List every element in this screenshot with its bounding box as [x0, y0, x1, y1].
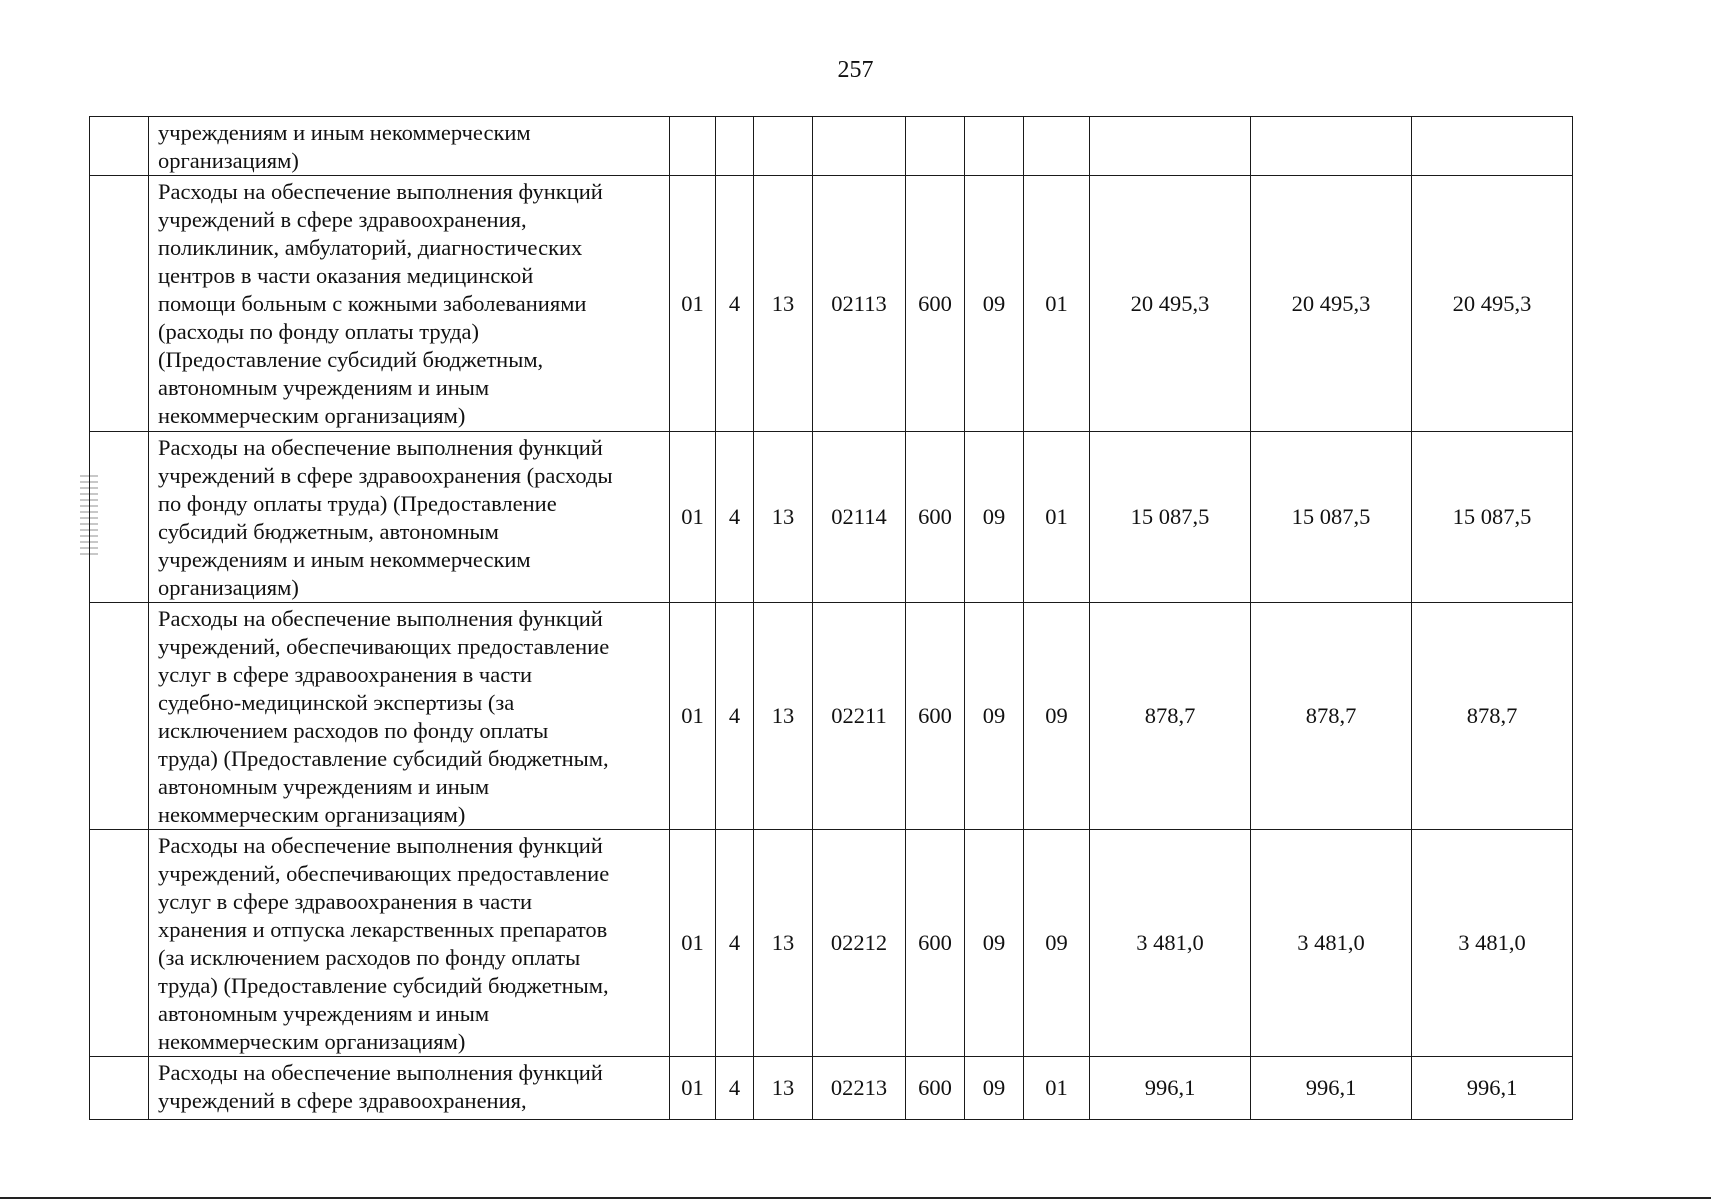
description-line: некоммерческим организациям) — [158, 1029, 466, 1054]
description-line: Расходы на обеспечение выполнения функций — [158, 179, 603, 204]
amount-year-2-cell — [1251, 117, 1412, 176]
description-line: Расходы на обеспечение выполнения функций — [158, 435, 603, 460]
amount-year-3-cell: 996,1 — [1412, 1057, 1573, 1120]
description-line: (Предоставление субсидий бюджетным, — [158, 347, 544, 372]
code-expense-type-cell: 600 — [906, 176, 965, 432]
description-line: учреждений в сфере здравоохранения, — [158, 1088, 527, 1113]
code-subchapter-cell — [1024, 117, 1090, 176]
description-line: организациям) — [158, 575, 299, 600]
description-line: учреждений в сфере здравоохранения (расходы — [158, 463, 613, 488]
description-line: автономным учреждениям и иным — [158, 774, 490, 799]
page-number: 257 — [837, 57, 874, 83]
code-chapter-cell: 09 — [965, 432, 1024, 603]
row-number-cell — [90, 176, 149, 432]
code-section-cell: 4 — [716, 830, 754, 1057]
description-line: исключением расходов по фонду оплаты — [158, 718, 549, 743]
amount-year-1-cell: 20 495,3 — [1090, 176, 1251, 432]
code-section-cell: 4 — [716, 432, 754, 603]
row-number-cell — [90, 1057, 149, 1120]
expense-description-cell — [149, 603, 670, 830]
description-line: (за исключением расходов по фонду оплаты — [158, 945, 581, 970]
code-subchapter-cell: 01 — [1024, 432, 1090, 603]
code-expense-type-cell: 600 — [906, 1057, 965, 1120]
code-chapter-cell: 09 — [965, 176, 1024, 432]
description-line: Расходы на обеспечение выполнения функций — [158, 1060, 603, 1085]
description-line: автономным учреждениям и иным — [158, 1001, 490, 1026]
table-row — [90, 603, 1573, 830]
amount-year-2-cell: 996,1 — [1251, 1057, 1412, 1120]
expense-description-cell — [149, 432, 670, 603]
description-line: помощи больным с кожными заболеваниями — [158, 291, 587, 316]
description-line: автономным учреждениям и иным — [158, 375, 490, 400]
code-section-cell: 4 — [716, 1057, 754, 1120]
code-section-cell: 4 — [716, 176, 754, 432]
budget-table — [89, 116, 1573, 1120]
description-line: Расходы на обеспечение выполнения функций — [158, 606, 603, 631]
description-line: труда) (Предоставление субсидий бюджетным, — [158, 973, 609, 998]
table-row — [90, 117, 1573, 176]
code-subsection-cell: 13 — [754, 176, 813, 432]
description-line: учреждениям и иным некоммерческим — [158, 547, 531, 572]
code-ministry-cell: 01 — [670, 176, 716, 432]
code-target-article-cell: 02113 — [813, 176, 906, 432]
code-subsection-cell: 13 — [754, 830, 813, 1057]
description-line: (расходы по фонду оплаты труда) — [158, 319, 480, 344]
code-ministry-cell — [670, 117, 716, 176]
amount-year-3-cell: 878,7 — [1412, 603, 1573, 830]
description-line: некоммерческим организациям) — [158, 802, 466, 827]
expense-description-cell — [149, 1057, 670, 1120]
code-target-article-cell: 02114 — [813, 432, 906, 603]
code-target-article-cell: 02213 — [813, 1057, 906, 1120]
description-line: некоммерческим организациям) — [158, 403, 466, 428]
amount-year-2-cell: 20 495,3 — [1251, 176, 1412, 432]
code-subchapter-cell: 09 — [1024, 603, 1090, 830]
amount-year-3-cell — [1412, 117, 1573, 176]
code-target-article-cell: 02211 — [813, 603, 906, 830]
code-section-cell: 4 — [716, 603, 754, 830]
amount-year-2-cell: 878,7 — [1251, 603, 1412, 830]
code-ministry-cell: 01 — [670, 432, 716, 603]
code-target-article-cell — [813, 117, 906, 176]
code-expense-type-cell: 600 — [906, 432, 965, 603]
amount-year-3-cell: 3 481,0 — [1412, 830, 1573, 1057]
code-subsection-cell — [754, 117, 813, 176]
code-subsection-cell: 13 — [754, 1057, 813, 1120]
row-number-cell — [90, 603, 149, 830]
page-bottom-rule — [0, 1197, 1711, 1199]
code-chapter-cell: 09 — [965, 603, 1024, 830]
code-chapter-cell: 09 — [965, 830, 1024, 1057]
description-line: учреждений, обеспечивающих предоставление — [158, 861, 610, 886]
code-subchapter-cell: 09 — [1024, 830, 1090, 1057]
table-row — [90, 1057, 1573, 1120]
description-line: хранения и отпуска лекарственных препаратов — [158, 917, 608, 942]
code-ministry-cell: 01 — [670, 830, 716, 1057]
amount-year-1-cell: 878,7 — [1090, 603, 1251, 830]
code-expense-type-cell — [906, 117, 965, 176]
row-number-cell — [90, 117, 149, 176]
description-line: услуг в сфере здравоохранения в части — [158, 662, 533, 687]
amount-year-2-cell: 3 481,0 — [1251, 830, 1412, 1057]
description-line: учреждениям и иным некоммерческим — [158, 120, 531, 145]
description-line: по фонду оплаты труда) (Предоставление — [158, 491, 557, 516]
code-expense-type-cell: 600 — [906, 830, 965, 1057]
code-target-article-cell: 02212 — [813, 830, 906, 1057]
code-subsection-cell: 13 — [754, 603, 813, 830]
code-subchapter-cell: 01 — [1024, 176, 1090, 432]
row-number-cell — [90, 830, 149, 1057]
amount-year-2-cell: 15 087,5 — [1251, 432, 1412, 603]
table-row — [90, 176, 1573, 432]
code-ministry-cell: 01 — [670, 603, 716, 830]
amount-year-3-cell: 20 495,3 — [1412, 176, 1573, 432]
row-number-cell — [90, 432, 149, 603]
code-chapter-cell: 09 — [965, 1057, 1024, 1120]
code-expense-type-cell: 600 — [906, 603, 965, 830]
expense-description-cell — [149, 117, 670, 176]
description-line: центров в части оказания медицинской — [158, 263, 534, 288]
description-line: услуг в сфере здравоохранения в части — [158, 889, 533, 914]
description-line: учреждений в сфере здравоохранения, — [158, 207, 527, 232]
description-line: субсидий бюджетным, автономным — [158, 519, 499, 544]
description-line: организациям) — [158, 148, 299, 173]
expense-description-cell — [149, 176, 670, 432]
description-line: учреждений, обеспечивающих предоставление — [158, 634, 610, 659]
description-line: труда) (Предоставление субсидий бюджетным, — [158, 746, 609, 771]
code-chapter-cell — [965, 117, 1024, 176]
description-line: судебно-медицинской экспертизы (за — [158, 690, 515, 715]
code-ministry-cell: 01 — [670, 1057, 716, 1120]
description-line: Расходы на обеспечение выполнения функций — [158, 833, 603, 858]
table-row — [90, 432, 1573, 603]
code-section-cell — [716, 117, 754, 176]
amount-year-3-cell: 15 087,5 — [1412, 432, 1573, 603]
amount-year-1-cell: 996,1 — [1090, 1057, 1251, 1120]
code-subsection-cell: 13 — [754, 432, 813, 603]
code-subchapter-cell: 01 — [1024, 1057, 1090, 1120]
amount-year-1-cell: 3 481,0 — [1090, 830, 1251, 1057]
description-line: поликлиник, амбулаторий, диагностических — [158, 235, 583, 260]
expense-description-cell — [149, 830, 670, 1057]
table-row — [90, 830, 1573, 1057]
amount-year-1-cell — [1090, 117, 1251, 176]
amount-year-1-cell: 15 087,5 — [1090, 432, 1251, 603]
